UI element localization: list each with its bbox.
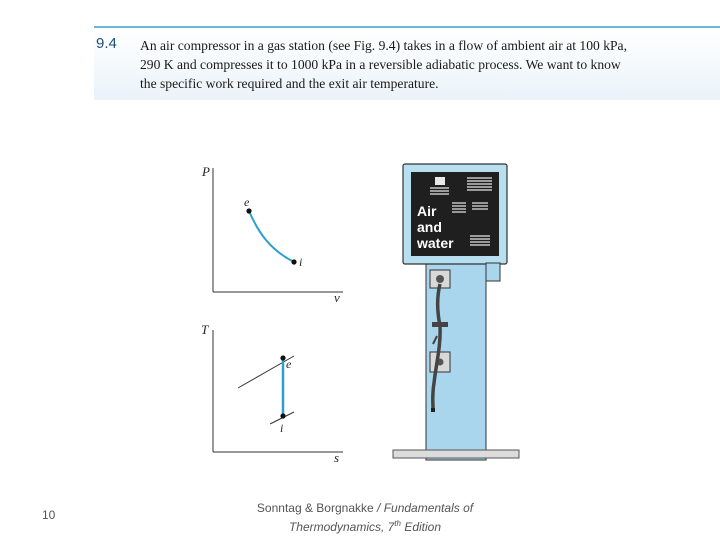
pv-inlet-label: i <box>299 255 303 269</box>
pv-exit-point <box>246 208 251 213</box>
problem-line-3: the specific work required and the exit air temperature. <box>140 76 439 91</box>
pump-side-bracket <box>486 263 500 281</box>
footer-edition-word: Edition <box>401 520 442 534</box>
footer-credit <box>230 501 500 535</box>
problem-line-2: 290 K and compresses it to 1000 kPa in a reversible adiabatic process. We want to know <box>140 57 621 72</box>
footer-edition-superscript: th <box>394 519 401 528</box>
air-pump-illustration <box>393 164 519 460</box>
footer-author: Sonntag & Borgnakke <box>256 501 374 515</box>
footer-separator: / <box>373 501 384 515</box>
ts-diagram <box>201 322 343 465</box>
ts-exit-point <box>280 355 285 360</box>
pv-y-axis-label: P <box>202 164 210 179</box>
footer-book-title: Fundamentals of Thermodynamics, 7 <box>288 501 474 534</box>
ts-exit-label: e <box>286 357 292 371</box>
ts-x-axis-label: s <box>334 450 340 465</box>
pump-sign-line-1: Air <box>417 203 437 219</box>
pump-base <box>393 450 519 458</box>
hose-clip <box>432 322 448 327</box>
problem-number: 9.4 <box>96 35 117 52</box>
pump-sign-line-2: and <box>417 219 442 235</box>
ts-inlet-point <box>280 413 285 418</box>
ts-y-axis-label: T <box>201 322 209 337</box>
page-number: 10 <box>42 508 56 522</box>
ts-inlet-label: i <box>280 421 284 435</box>
isentropic-process-curve <box>249 211 294 262</box>
pv-diagram <box>201 164 343 305</box>
problem-line-1: An air compressor in a gas station (see Fig. 9.4) takes in a flow of ambient air at 100 kPa, <box>140 38 627 53</box>
pump-sign-line-3: water <box>417 235 454 251</box>
pv-exit-label: e <box>244 195 250 209</box>
pv-inlet-point <box>291 259 296 264</box>
pv-x-axis-label: v <box>334 290 340 305</box>
